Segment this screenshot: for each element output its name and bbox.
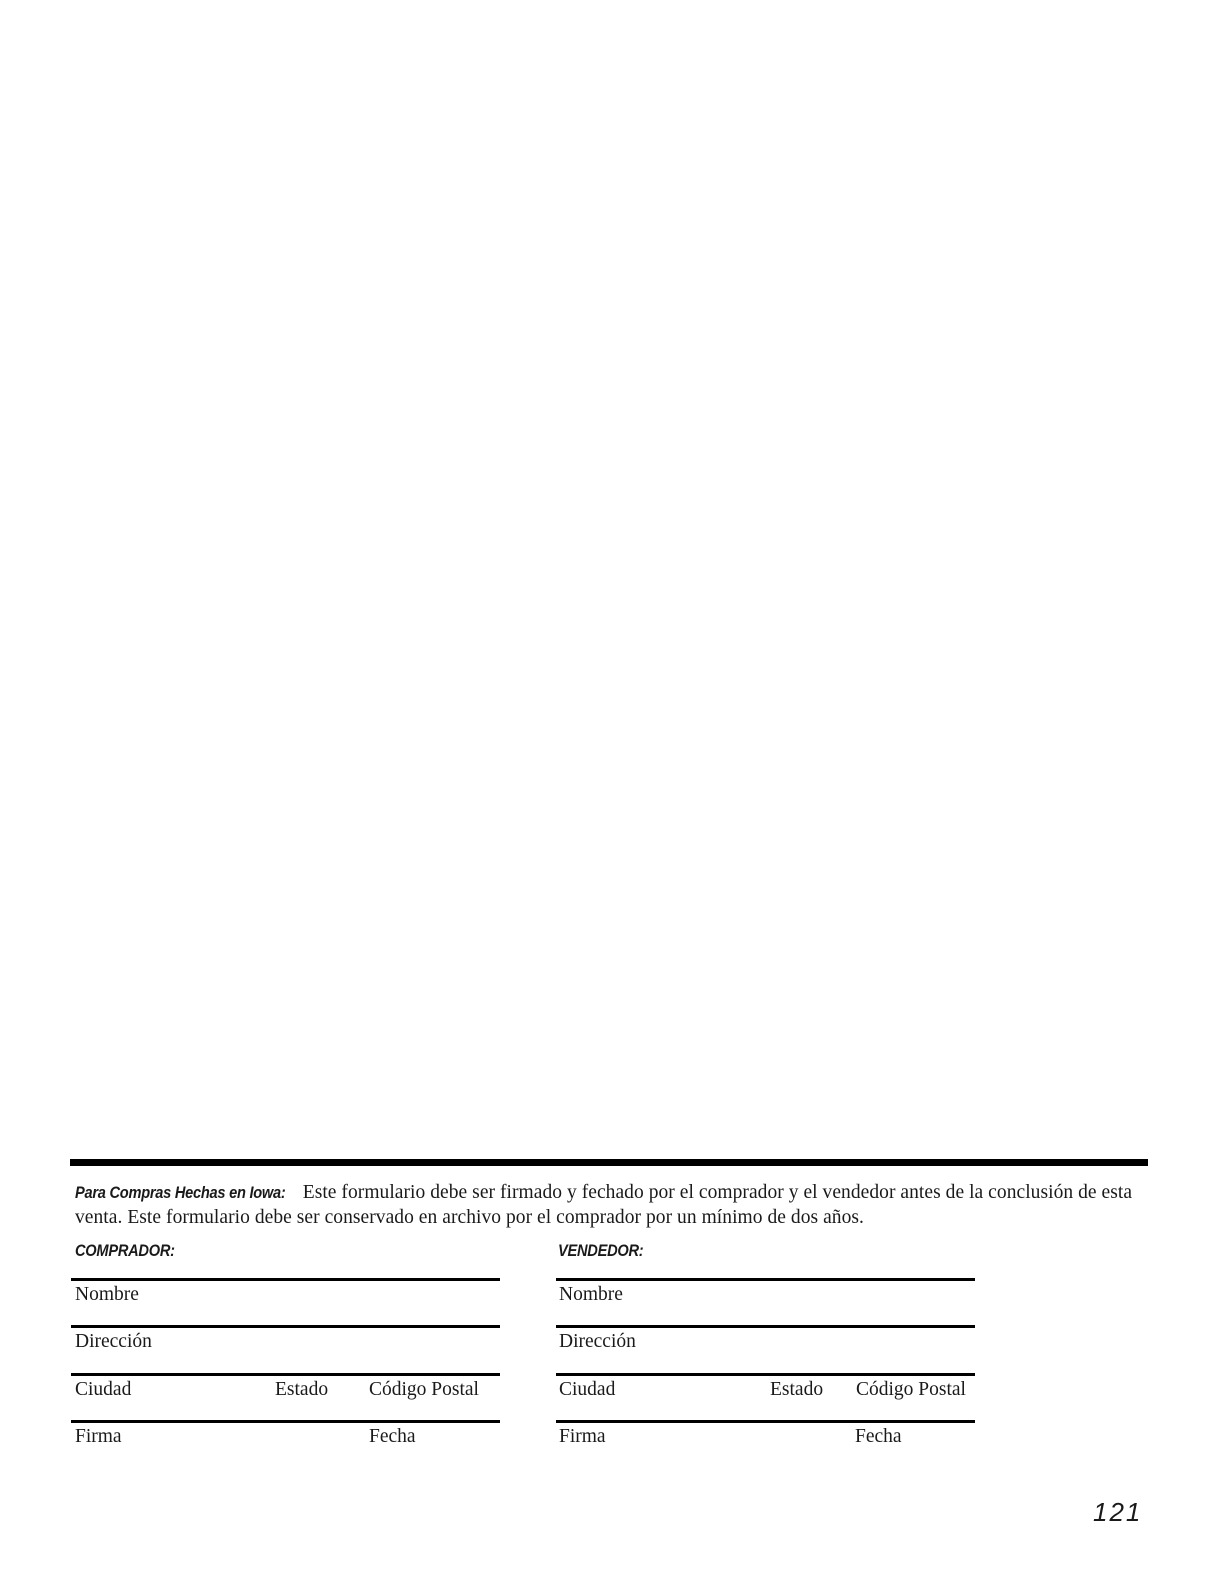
- notice-lead: Para Compras Hechas en Iowa:: [75, 1183, 286, 1202]
- seller-date-label: Fecha: [855, 1426, 902, 1447]
- seller-signature-label: Firma: [559, 1426, 606, 1447]
- buyer-date-label: Fecha: [369, 1426, 416, 1447]
- section-divider: [70, 1159, 1148, 1166]
- seller-name-field[interactable]: [556, 1278, 975, 1325]
- buyer-signature-date-field[interactable]: [71, 1420, 500, 1467]
- buyer-signature-label: Firma: [75, 1426, 122, 1447]
- seller-city-label: Ciudad: [559, 1379, 616, 1400]
- buyer-address-field[interactable]: [71, 1325, 500, 1372]
- buyer-address-label: Dirección: [75, 1331, 152, 1352]
- seller-signature-date-field[interactable]: [556, 1420, 975, 1467]
- page-number: 121: [1093, 1497, 1143, 1527]
- buyer-zip-label: Código Postal: [369, 1379, 479, 1400]
- buyer-name-field[interactable]: [71, 1278, 500, 1325]
- buyer-heading: COMPRADOR:: [75, 1241, 175, 1260]
- seller-city-state-zip-field[interactable]: [556, 1373, 975, 1420]
- seller-zip-label: Código Postal: [856, 1379, 966, 1400]
- notice-text: Este formulario debe ser firmado y fechado por el comprador y el vendedor antes de la conclusión de esta venta. Este formulario debe ser conservado en archivo por el comprador por un mínimo de dos años.: [75, 1182, 1133, 1228]
- buyer-state-label: Estado: [275, 1379, 329, 1400]
- seller-name-label: Nombre: [559, 1284, 623, 1305]
- seller-address-field[interactable]: [556, 1325, 975, 1372]
- buyer-city-label: Ciudad: [75, 1379, 132, 1400]
- seller-address-label: Dirección: [559, 1331, 636, 1352]
- seller-heading: VENDEDOR:: [558, 1241, 644, 1260]
- iowa-purchase-notice: [75, 1180, 1145, 1230]
- buyer-name-label: Nombre: [75, 1284, 139, 1305]
- seller-state-label: Estado: [770, 1379, 824, 1400]
- buyer-city-state-zip-field[interactable]: [71, 1373, 500, 1420]
